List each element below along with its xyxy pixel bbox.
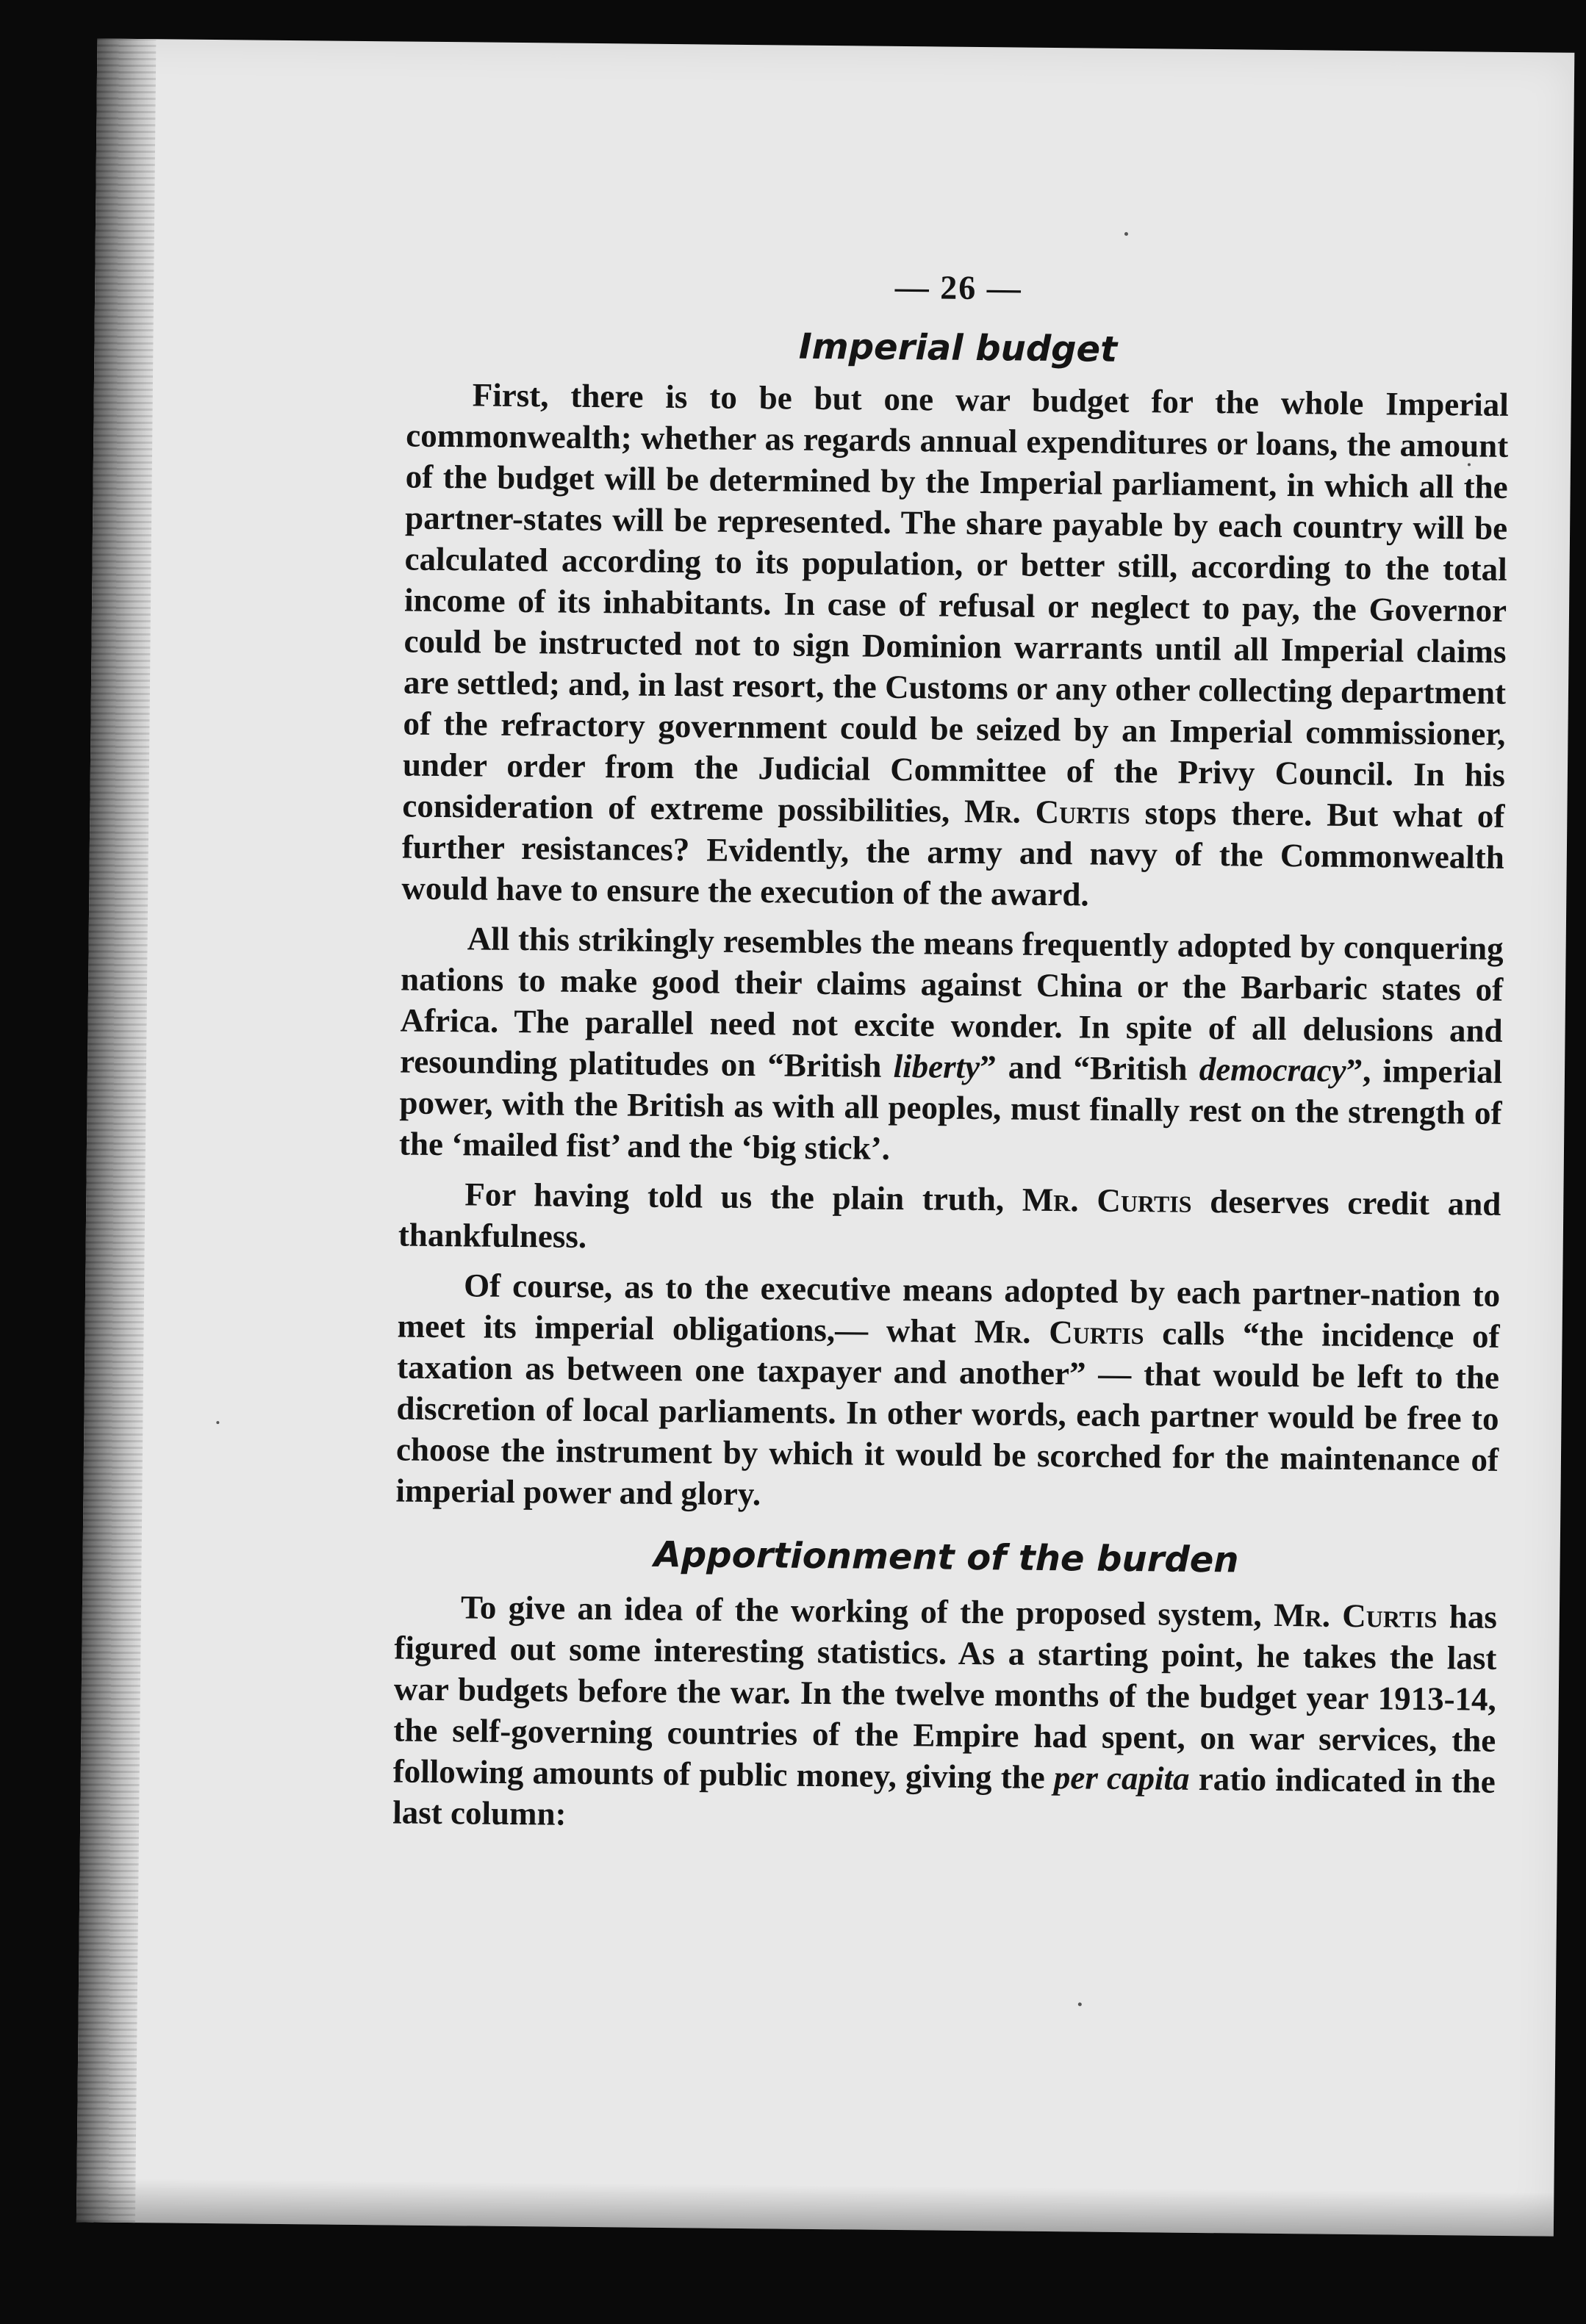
body-paragraph — [392, 1586, 1497, 1843]
text-run: For having told us the plain truth, — [464, 1176, 1023, 1218]
text-run: has figured out some interesting statistics. As a starting point, he takes the last war budgets before the war. In the twelve months of the budget year 1913-14, the self-governing countries of the Empire had spent, on war services, the following amounts of public money, giving the — [392, 1598, 1498, 1796]
author-name: Mr. Curtis — [1022, 1181, 1192, 1220]
text-run: To give an idea of the working of the proposed system, — [460, 1589, 1274, 1633]
page-number: — 26 — — [894, 267, 1022, 307]
text-run: First, there is to be but one war budget for the whole Imperial commonwealth; whether as regards annual expenditures or loans, the amount of the budget will be determined by the Imperial parliament, in which all the partner-states will be represented. The share payable by each country will be calculated according to its population, or better still, according to the total income of its inhabitants. In case of refusal or neglect to pay, the Governor could be instructed not to sign Dominion warrants until all Imperial claims are settled; and, in last resort, the Customs or any other collecting department of the refractory government could be seized by an Imperial commissioner, under order from the Judicial Committee of the Privy Council. In his consideration of extreme possibilities, — [402, 376, 1509, 830]
scan-speck — [1124, 232, 1128, 236]
page-bottom-shadow — [76, 2178, 1554, 2236]
author-name: Mr. Curtis — [974, 1313, 1144, 1352]
page-text-block — [392, 262, 1510, 1852]
scan-speck — [1078, 2002, 1082, 2006]
page-sections — [392, 323, 1510, 1843]
body-paragraph — [399, 917, 1504, 1174]
body-paragraph — [398, 1173, 1501, 1265]
author-name: Mr. Curtis — [1273, 1596, 1438, 1636]
section-heading: Imperial budget — [798, 325, 1118, 370]
text-run: Of course, as to the executive means adopted by each partner-nation to meet its imperial obligations,— what — [397, 1267, 1501, 1350]
text-run: All this strikingly resembles the means frequently adopted by conquering nations to make good their claims against China or the Barbaric states of Africa. The parallel need not excite wonder. In spite of all delusions and resounding platitudes on “British — [399, 920, 1504, 1084]
text-run: ” and “British — [979, 1048, 1199, 1087]
body-paragraph — [401, 374, 1509, 919]
scan-speck — [216, 1421, 219, 1424]
text-run: calls “the incidence of taxation as between one taxpayer and another” — that would be left to the discretion of local parliaments. In other words, each partner would be free to choose the instrument by which it would be scorched for the maintenance of imperial power and glory. — [395, 1314, 1500, 1513]
text-run: deserves credit and thankfulness. — [398, 1182, 1501, 1255]
author-name: Mr. Curtis — [964, 792, 1131, 832]
body-paragraph — [395, 1264, 1500, 1521]
text-run: ratio indicated in the last column: — [392, 1760, 1496, 1832]
text-run: ”, imperial power, with the British as with all peoples, must finally rest on the strength of the ‘mailed fist’ and the ‘big stick’. — [398, 1051, 1503, 1167]
italic-text: liberty — [893, 1047, 980, 1086]
book-page — [76, 38, 1574, 2236]
binding-texture — [76, 38, 157, 2223]
italic-text: per capita — [1053, 1759, 1190, 1797]
text-run: stops there. But what of further resistances? Evidently, the army and navy of the Commonwealth would have to ensure the execution of the award. — [401, 794, 1505, 913]
section-heading: Apportionment of the burden — [653, 1533, 1239, 1581]
italic-text: democracy — [1199, 1050, 1346, 1089]
